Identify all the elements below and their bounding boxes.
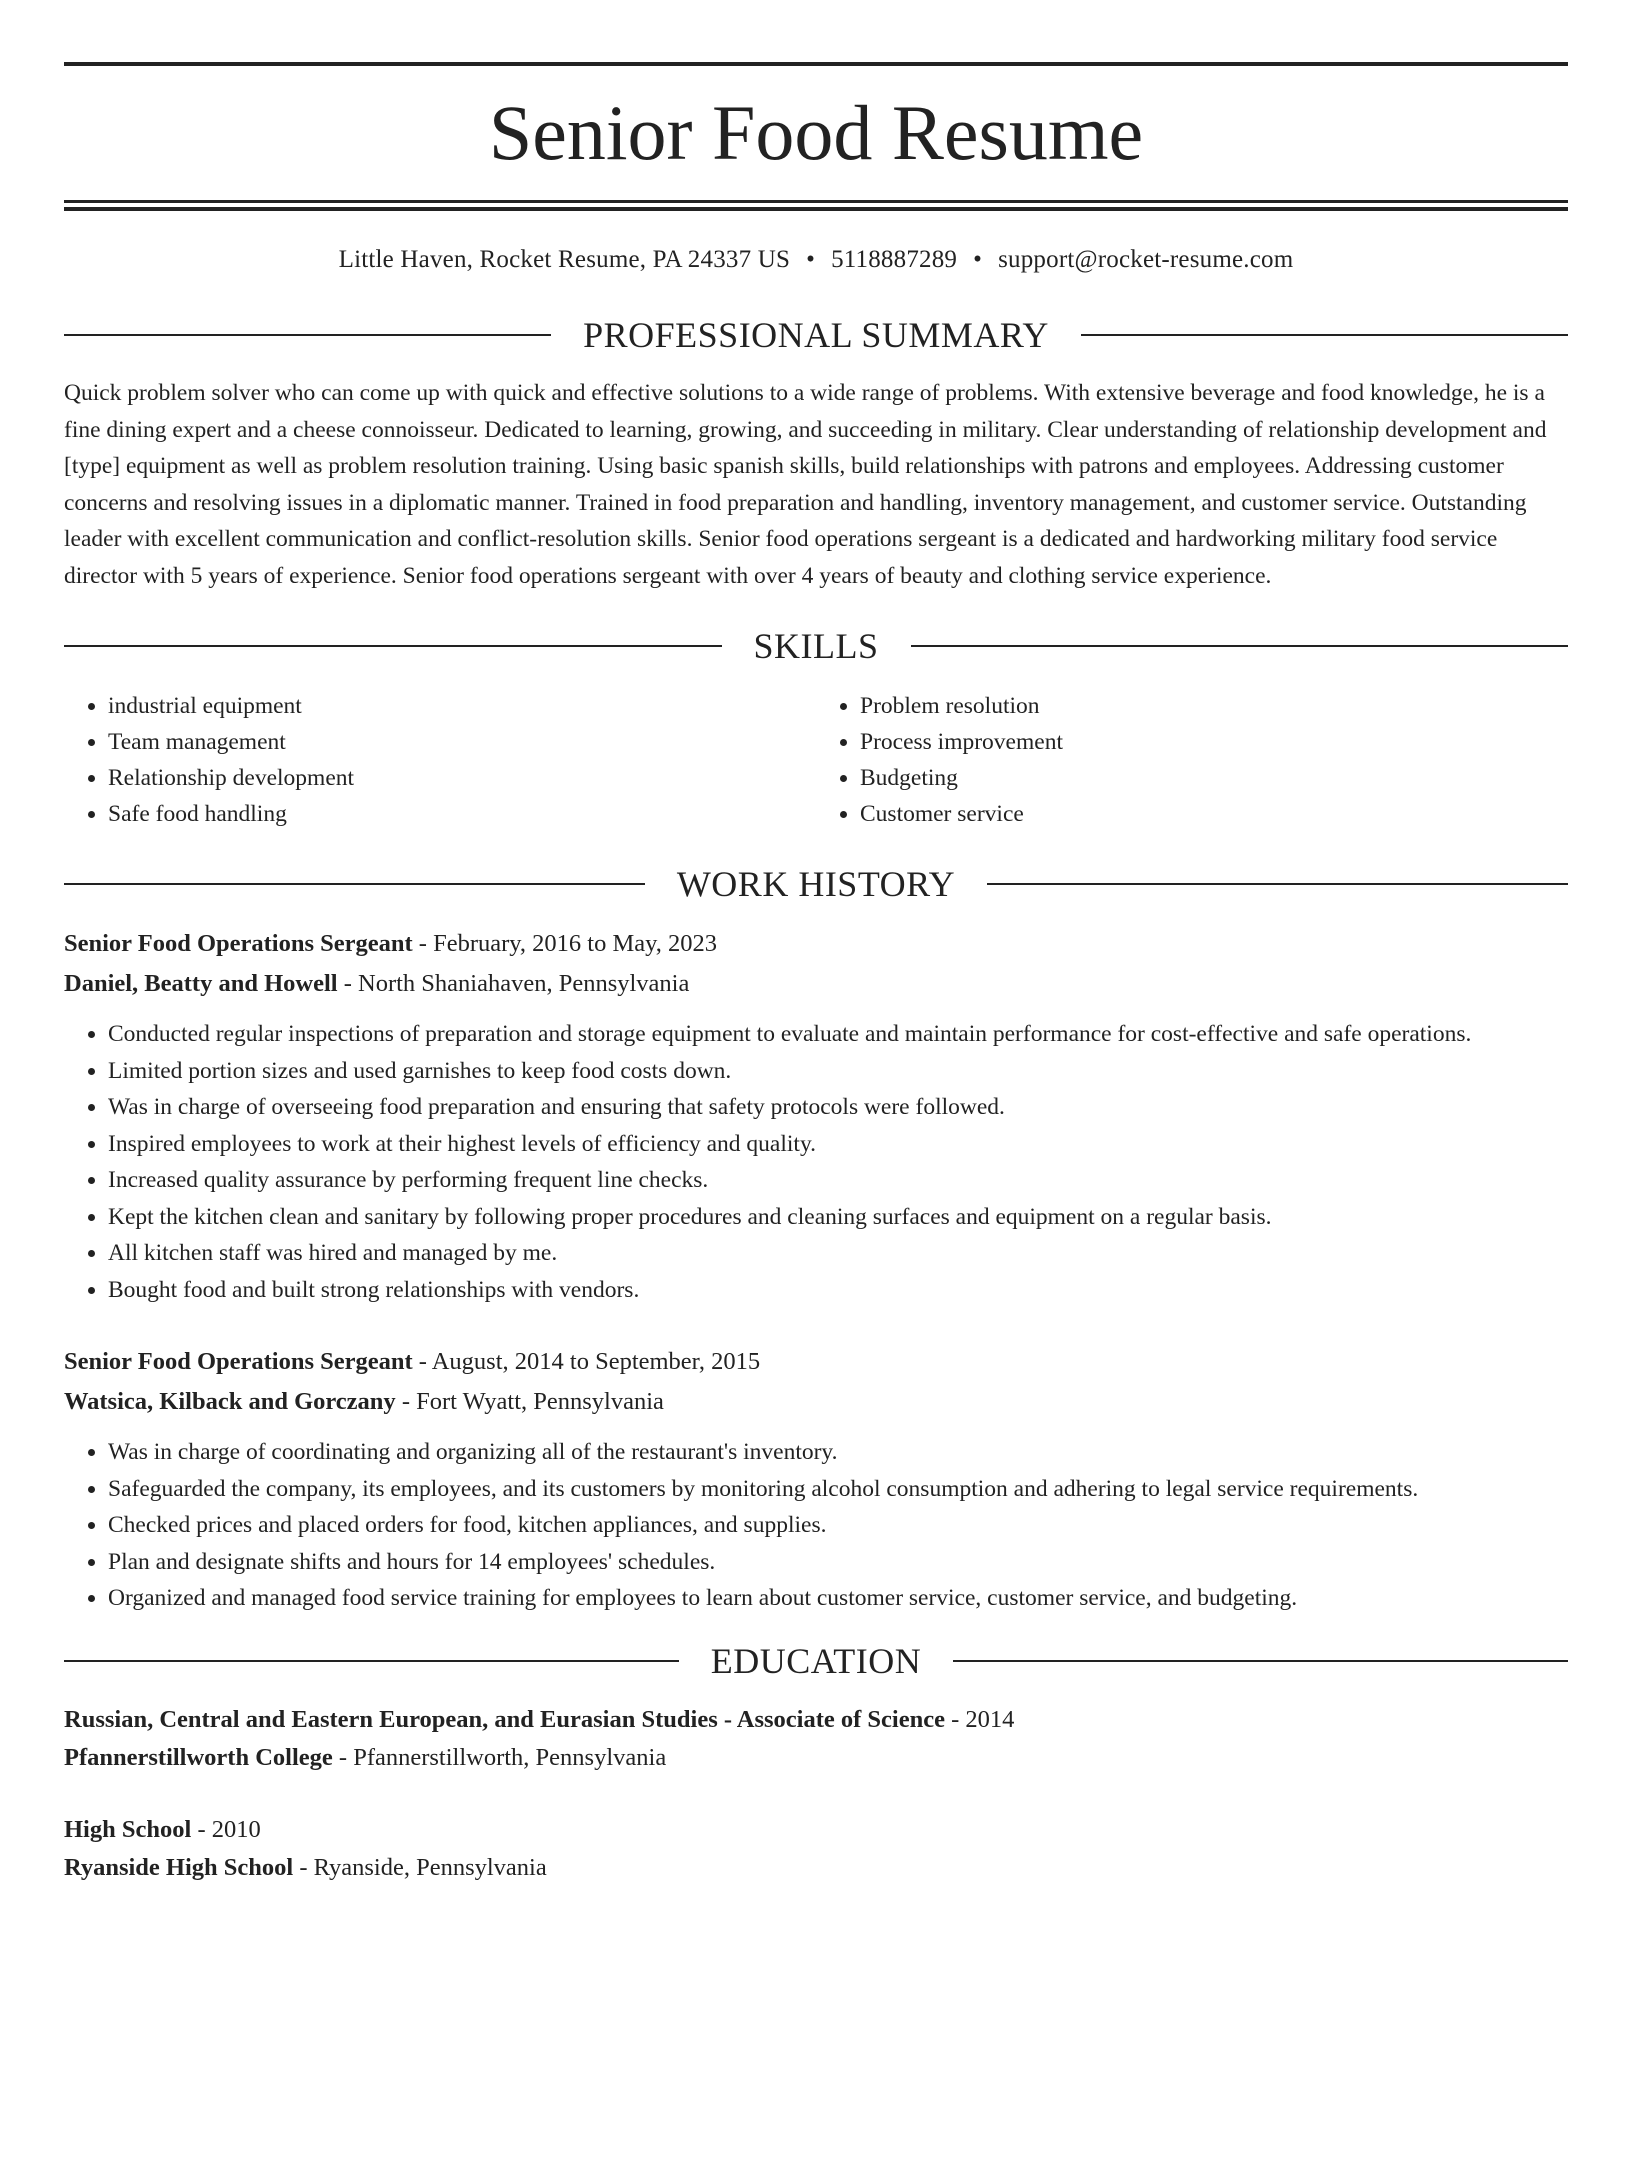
education-entry — [64, 1811, 1568, 1887]
education-school-line — [64, 1739, 1568, 1777]
heading-rule-left — [64, 645, 722, 647]
skill-item: • Problem resolution — [860, 688, 1568, 724]
contact-phone: 5118887289 — [831, 246, 958, 273]
job-duty: • Kept the kitchen clean and sanitary by following proper procedures and cleaning surfaces and equipment on a regular basis. — [108, 1199, 1568, 1236]
job-location: - Fort Wyatt, Pennsylvania — [401, 1388, 664, 1415]
job-title-line — [64, 924, 1568, 964]
job-duty: • Conducted regular inspections of preparation and storage equipment to evaluate and maintain performance for cost-effective and safe operations. — [108, 1016, 1568, 1053]
skill-item: • Customer service — [860, 796, 1568, 832]
job-duty: • Safeguarded the company, its employees, and its customers by monitoring alcohol consumption and adhering to legal service requirements. — [108, 1471, 1568, 1508]
job-dates: - August, 2014 to September, 2015 — [418, 1348, 761, 1375]
job-dates: - February, 2016 to May, 2023 — [418, 930, 718, 957]
job-company-line — [64, 1382, 1568, 1422]
job-location: - North Shaniahaven, Pennsylvania — [343, 970, 690, 997]
job-entry — [64, 1342, 1568, 1617]
education-heading-label: EDUCATION — [710, 1640, 922, 1681]
job-duty: • Was in charge of overseeing food preparation and ensuring that safety protocols were followed. — [108, 1089, 1568, 1126]
skill-item: • Process improvement — [860, 724, 1568, 760]
heading-rule-right — [987, 883, 1568, 885]
job-duty: • Was in charge of coordinating and organizing all of the restaurant's inventory. — [108, 1434, 1568, 1471]
job-company: Watsica, Kilback and Gorczany — [64, 1388, 396, 1415]
heading-rule-left — [64, 1660, 679, 1662]
education-year: - 2014 — [951, 1705, 1015, 1733]
education-school: Ryanside High School — [64, 1853, 294, 1881]
top-rule — [64, 62, 1568, 66]
contact-separator: • — [806, 246, 816, 273]
summary-paragraph: Quick problem solver who can come up with quick and effective solutions to a wide range of problems. With extensive beverage and food knowledge, he is a fine dining expert and a cheese connoisseur. Dedicated to learning, growing, and succeeding in military. Clear understanding of relationship development and [type] equipment as well as problem resolution training. Using basic spanish skills, build relationships with patrons and employees. Addressing customer concerns and resolving issues in a diplomatic manner. Trained in food preparation and handling, inventory management, and customer service. Outstanding leader with excellent communication and conflict-resolution skills. Senior food operations sergeant is a dedicated and hardworking military food service director with 5 years of experience. Senior food operations sergeant with over 4 years of beauty and clothing service experience. — [64, 380, 1547, 589]
job-title: Senior Food Operations Sergeant — [64, 1348, 413, 1375]
resume-title: Senior Food Resume — [488, 89, 1144, 176]
contact-email: support@rocket-resume.com — [998, 246, 1294, 273]
heading-rule-left — [64, 883, 645, 885]
education-location: - Ryanside, Pennsylvania — [299, 1853, 547, 1881]
summary-heading-label: PROFESSIONAL SUMMARY — [583, 315, 1049, 355]
heading-rule-left — [64, 334, 551, 336]
skills-column-left — [64, 688, 816, 832]
skill-item: • industrial equipment — [108, 688, 816, 724]
summary-section-heading — [64, 317, 1568, 353]
education-year: - 2010 — [197, 1815, 261, 1843]
education-location: - Pfannerstillworth, Pennsylvania — [338, 1743, 667, 1771]
job-duty: • Bought food and built strong relationships with vendors. — [108, 1272, 1568, 1309]
education-degree: High School — [64, 1815, 192, 1843]
contact-separator: • — [973, 246, 983, 273]
skills-section-heading — [64, 628, 1568, 664]
job-duty: • Increased quality assurance by performing frequent line checks. — [108, 1162, 1568, 1199]
job-title: Senior Food Operations Sergeant — [64, 930, 413, 957]
job-duty: • Checked prices and placed orders for food, kitchen appliances, and supplies. — [108, 1507, 1568, 1544]
resume-page — [0, 62, 1632, 2174]
job-duty: • All kitchen staff was hired and managed by me. — [108, 1235, 1568, 1272]
heading-rule-right — [911, 645, 1569, 647]
job-title-line — [64, 1342, 1568, 1382]
skill-item: • Team management — [108, 724, 816, 760]
skills-list — [64, 688, 1568, 832]
skill-item: • Relationship development — [108, 760, 816, 796]
job-duty: • Organized and managed food service training for employees to learn about customer service, customer service, and budgeting. — [108, 1580, 1568, 1617]
skills-column-right — [816, 688, 1568, 832]
work-section-heading — [64, 866, 1568, 902]
education-degree-line — [64, 1811, 1568, 1849]
skill-item: • Budgeting — [860, 760, 1568, 796]
heading-rule-right — [953, 1660, 1568, 1662]
job-duties-list — [64, 1016, 1568, 1308]
education-entry — [64, 1701, 1568, 1777]
education-section-heading — [64, 1640, 1568, 1681]
contact-address: Little Haven, Rocket Resume, PA 24337 US — [338, 246, 791, 273]
education-school: Pfannerstillworth College — [64, 1743, 333, 1771]
skill-item: • Safe food handling — [108, 796, 816, 832]
education-school-line — [64, 1849, 1568, 1887]
heading-rule-right — [1081, 334, 1568, 336]
education-degree: Russian, Central and Eastern European, and Eurasian Studies - Associate of Science — [64, 1705, 945, 1733]
job-duty: • Limited portion sizes and used garnishes to keep food costs down. — [108, 1053, 1568, 1090]
job-duty: • Plan and designate shifts and hours for 14 employees' schedules. — [108, 1544, 1568, 1581]
job-company: Daniel, Beatty and Howell — [64, 970, 338, 997]
job-duties-list — [64, 1434, 1568, 1617]
job-company-line — [64, 964, 1568, 1004]
title-double-rule — [64, 200, 1568, 211]
job-duty: • Inspired employees to work at their highest levels of efficiency and quality. — [108, 1126, 1568, 1163]
skills-heading-label: SKILLS — [753, 626, 879, 666]
education-degree-line — [64, 1701, 1568, 1739]
contact-line — [64, 245, 1568, 275]
job-entry — [64, 924, 1568, 1308]
work-heading-label: WORK HISTORY — [676, 864, 956, 904]
